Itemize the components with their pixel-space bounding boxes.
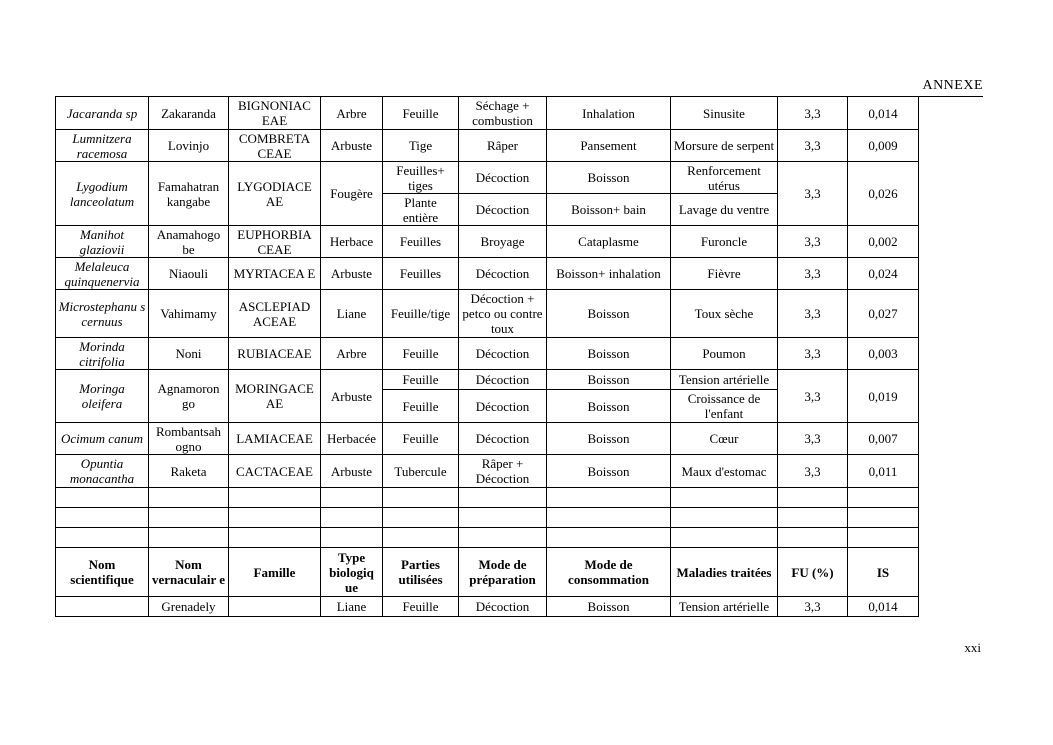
fu-value: 3,3: [778, 130, 848, 162]
empty-row: [56, 508, 919, 528]
scientific-name: Ocimum canum: [56, 423, 149, 455]
diseases-treated: Maux d'estomac: [671, 455, 778, 488]
fu-value: 3,3: [778, 162, 848, 226]
preparation-mode: Décoction: [459, 597, 547, 617]
parts-used: Tubercule: [383, 455, 459, 488]
header-row: [56, 548, 919, 597]
vernacular-name: Vahimamy: [149, 290, 229, 338]
header-preparation-mode: Mode de préparation: [459, 548, 547, 597]
scientific-name: Opuntia monacantha: [56, 455, 149, 488]
family: EUPHORBIA CEAE: [229, 226, 321, 258]
scientific-name: Manihot glaziovii: [56, 226, 149, 258]
is-value: 0,014: [848, 597, 919, 617]
scientific-name: Microstephanu s cernuus: [56, 290, 149, 338]
fu-value: 3,3: [778, 226, 848, 258]
parts-used: Feuilles+ tiges: [383, 162, 459, 194]
diseases-treated: Cœur: [671, 423, 778, 455]
family: LYGODIACE AE: [229, 162, 321, 226]
diseases-treated: Croissance de l'enfant: [671, 390, 778, 423]
is-value: 0,009: [848, 130, 919, 162]
consumption-mode: Boisson: [547, 290, 671, 338]
table-row: [56, 455, 919, 488]
is-value: 0,019: [848, 370, 919, 423]
empty-row: [56, 528, 919, 548]
parts-used: Feuilles: [383, 258, 459, 290]
header-family: Famille: [229, 548, 321, 597]
family: LAMIACEAE: [229, 423, 321, 455]
biological-type: Arbuste: [321, 455, 383, 488]
plant-table: [55, 96, 919, 617]
preparation-mode: Décoction: [459, 194, 547, 226]
page-number: xxi: [964, 640, 981, 655]
scientific-name: Jacaranda sp: [56, 97, 149, 130]
table-row: [56, 338, 919, 370]
parts-used: Feuille: [383, 338, 459, 370]
preparation-mode: Décoction: [459, 258, 547, 290]
biological-type: Arbre: [321, 338, 383, 370]
header-is: IS: [848, 548, 919, 597]
parts-used: Plante entière: [383, 194, 459, 226]
vernacular-name: Anamahogo be: [149, 226, 229, 258]
biological-type: Liane: [321, 597, 383, 617]
table-row: [56, 258, 919, 290]
preparation-mode: Décoction: [459, 423, 547, 455]
is-value: 0,014: [848, 97, 919, 130]
consumption-mode: Boisson+ inhalation: [547, 258, 671, 290]
scientific-name: [56, 597, 149, 617]
family: COMBRETA CEAE: [229, 130, 321, 162]
preparation-mode: Décoction + petco ou contre toux: [459, 290, 547, 338]
fu-value: 3,3: [778, 597, 848, 617]
family: [229, 597, 321, 617]
empty-row: [56, 488, 919, 508]
fu-value: 3,3: [778, 455, 848, 488]
preparation-mode: Décoction: [459, 370, 547, 390]
fu-value: 3,3: [778, 338, 848, 370]
vernacular-name: Zakaranda: [149, 97, 229, 130]
vernacular-name: Famahatran kangabe: [149, 162, 229, 226]
parts-used: Tige: [383, 130, 459, 162]
biological-type: Arbre: [321, 97, 383, 130]
is-value: 0,002: [848, 226, 919, 258]
diseases-treated: Toux sèche: [671, 290, 778, 338]
is-value: 0,011: [848, 455, 919, 488]
table-row: [56, 423, 919, 455]
vernacular-name: Lovinjo: [149, 130, 229, 162]
preparation-mode: Décoction: [459, 162, 547, 194]
is-value: 0,003: [848, 338, 919, 370]
biological-type: Herbacée: [321, 423, 383, 455]
fu-value: 3,3: [778, 370, 848, 423]
preparation-mode: Décoction: [459, 390, 547, 423]
family: BIGNONIAC EAE: [229, 97, 321, 130]
table-row: [56, 290, 919, 338]
consumption-mode: Boisson+ bain: [547, 194, 671, 226]
scientific-name: Morinda citrifolia: [56, 338, 149, 370]
is-value: 0,027: [848, 290, 919, 338]
diseases-treated: Lavage du ventre: [671, 194, 778, 226]
scientific-name: Lumnitzera racemosa: [56, 130, 149, 162]
vernacular-name: Raketa: [149, 455, 229, 488]
scientific-name: Moringa oleifera: [56, 370, 149, 423]
parts-used: Feuille: [383, 597, 459, 617]
table-row: [56, 226, 919, 258]
table-row: [56, 162, 919, 194]
header-fu: FU (%): [778, 548, 848, 597]
preparation-mode: Décoction: [459, 338, 547, 370]
family: CACTACEAE: [229, 455, 321, 488]
consumption-mode: Boisson: [547, 597, 671, 617]
vernacular-name: Rombantsah ogno: [149, 423, 229, 455]
diseases-treated: Furoncle: [671, 226, 778, 258]
preparation-mode: Séchage + combustion: [459, 97, 547, 130]
is-value: 0,007: [848, 423, 919, 455]
fu-value: 3,3: [778, 290, 848, 338]
scientific-name: Melaleuca quinquenervia: [56, 258, 149, 290]
consumption-mode: Boisson: [547, 423, 671, 455]
scientific-name: Lygodium lanceolatum: [56, 162, 149, 226]
fu-value: 3,3: [778, 423, 848, 455]
table-row: [56, 130, 919, 162]
diseases-treated: Tension artérielle: [671, 370, 778, 390]
annex-header: ANNEXE: [922, 78, 983, 93]
diseases-treated: Morsure de serpent: [671, 130, 778, 162]
family: MYRTACEA E: [229, 258, 321, 290]
consumption-mode: Boisson: [547, 370, 671, 390]
consumption-mode: Boisson: [547, 162, 671, 194]
header-scientific-name: Nom scientifique: [56, 548, 149, 597]
vernacular-name: Grenadely: [149, 597, 229, 617]
is-value: 0,024: [848, 258, 919, 290]
vernacular-name: Noni: [149, 338, 229, 370]
preparation-mode: Broyage: [459, 226, 547, 258]
biological-type: Fougère: [321, 162, 383, 226]
consumption-mode: Boisson: [547, 390, 671, 423]
biological-type: Arbuste: [321, 370, 383, 423]
family: RUBIACEAE: [229, 338, 321, 370]
vernacular-name: Niaouli: [149, 258, 229, 290]
biological-type: Liane: [321, 290, 383, 338]
header-vernacular-name: Nom vernaculair e: [149, 548, 229, 597]
family: MORINGACE AE: [229, 370, 321, 423]
consumption-mode: Pansement: [547, 130, 671, 162]
header-biological-type: Type biologiq ue: [321, 548, 383, 597]
header-parts-used: Parties utilisées: [383, 548, 459, 597]
biological-type: Arbuste: [321, 130, 383, 162]
table-row: [56, 370, 919, 390]
parts-used: Feuille: [383, 97, 459, 130]
parts-used: Feuille: [383, 423, 459, 455]
header-diseases-treated: Maladies traitées: [671, 548, 778, 597]
table-row: [56, 97, 919, 130]
diseases-treated: Poumon: [671, 338, 778, 370]
biological-type: Arbuste: [321, 258, 383, 290]
fu-value: 3,3: [778, 258, 848, 290]
is-value: 0,026: [848, 162, 919, 226]
table-row: [56, 597, 919, 617]
parts-used: Feuille/tige: [383, 290, 459, 338]
biological-type: Herbace: [321, 226, 383, 258]
parts-used: Feuilles: [383, 226, 459, 258]
vernacular-name: Agnamoron go: [149, 370, 229, 423]
diseases-treated: Sinusite: [671, 97, 778, 130]
parts-used: Feuille: [383, 370, 459, 390]
preparation-mode: Râper + Décoction: [459, 455, 547, 488]
header-consumption-mode: Mode de consommation: [547, 548, 671, 597]
fu-value: 3,3: [778, 97, 848, 130]
consumption-mode: Boisson: [547, 338, 671, 370]
diseases-treated: Fièvre: [671, 258, 778, 290]
diseases-treated: Tension artérielle: [671, 597, 778, 617]
family: ASCLEPIAD ACEAE: [229, 290, 321, 338]
parts-used: Feuille: [383, 390, 459, 423]
consumption-mode: Boisson: [547, 455, 671, 488]
consumption-mode: Cataplasme: [547, 226, 671, 258]
preparation-mode: Râper: [459, 130, 547, 162]
diseases-treated: Renforcement utérus: [671, 162, 778, 194]
consumption-mode: Inhalation: [547, 97, 671, 130]
